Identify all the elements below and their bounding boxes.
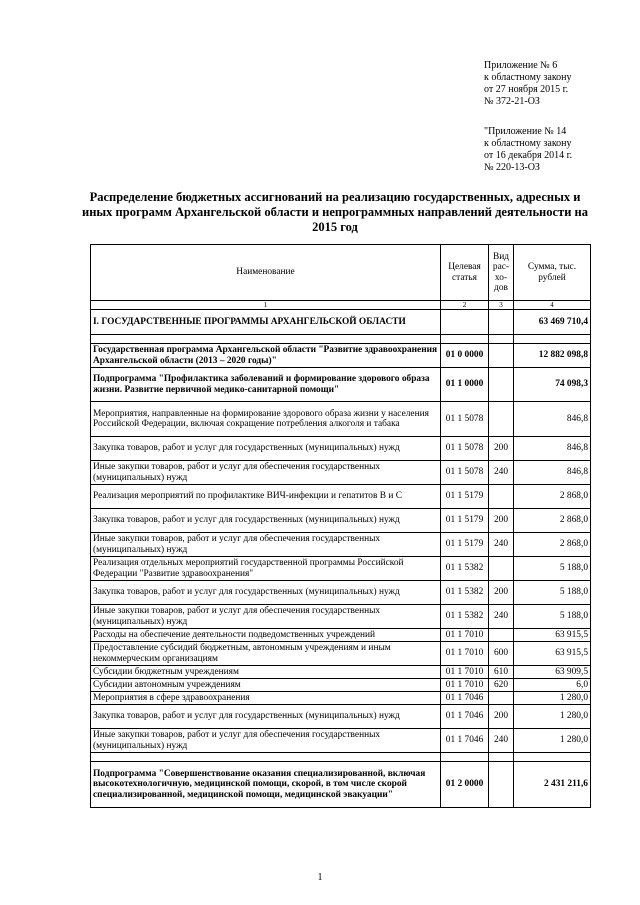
row-amount: 2 868,0 xyxy=(514,509,591,533)
row-amount: 2 868,0 xyxy=(514,485,591,509)
appendix-line: к областному закону xyxy=(484,138,572,149)
row-name: Закупка товаров, работ и услуг для государственных (муниципальных) нужд xyxy=(91,437,441,461)
row-name: Иные закупки товаров, работ и услуг для обеспечения государственных (муниципальных) нужд xyxy=(91,729,441,753)
row-name: Реализация мероприятий по профилактике ВИЧ-инфекции и гепатитов В и С xyxy=(91,485,441,509)
row-name: Закупка товаров, работ и услуг для государственных (муниципальных) нужд xyxy=(91,705,441,729)
appendix-line: № 220-13-ОЗ xyxy=(484,162,540,173)
empty-cell xyxy=(441,335,489,344)
row-target-code: 01 1 7046 xyxy=(441,729,489,753)
row-target-code: 01 1 5078 xyxy=(441,402,489,437)
row-target-code: 01 1 5382 xyxy=(441,581,489,605)
row-name: Закупка товаров, работ и услуг для государственных (муниципальных) нужд xyxy=(91,581,441,605)
row-expense-kind: 200 xyxy=(489,705,514,729)
table-row xyxy=(91,461,591,485)
row-target-code: 01 1 5179 xyxy=(441,485,489,509)
appendix-line: к областному закону xyxy=(484,72,572,83)
table-row xyxy=(91,344,591,368)
table-row xyxy=(91,485,591,509)
row-amount: 5 188,0 xyxy=(514,557,591,581)
table-row xyxy=(91,692,591,705)
row-amount: 74 098,3 xyxy=(514,368,591,402)
table-row xyxy=(91,368,591,402)
row-name: Предоставление субсидий бюджетным, автономным учреждениям и иным некоммерческим организациям xyxy=(91,642,441,666)
row-target-code: 01 1 5179 xyxy=(441,509,489,533)
row-target-code: 01 1 7046 xyxy=(441,692,489,705)
table-header-row xyxy=(91,245,591,301)
row-name: Подпрограмма "Профилактика заболеваний и формирование здорового образа жизни. Развитие первичной медико-санитарной помощи" xyxy=(91,368,441,402)
row-amount: 1 280,0 xyxy=(514,705,591,729)
page-number: 1 xyxy=(317,872,323,883)
table-row xyxy=(91,605,591,629)
table-row xyxy=(91,679,591,692)
row-expense-kind: 240 xyxy=(489,533,514,557)
header-kind: Вид рас-хо-дов xyxy=(489,245,514,301)
row-amount: 63 915,5 xyxy=(514,629,591,642)
table-row xyxy=(91,705,591,729)
row-expense-kind: 240 xyxy=(489,461,514,485)
row-expense-kind: 240 xyxy=(489,605,514,629)
row-target-code: 01 1 7010 xyxy=(441,629,489,642)
appendix-amended xyxy=(484,126,572,174)
row-target-code: 01 1 0000 xyxy=(441,368,489,402)
row-target-code: 01 2 0000 xyxy=(441,762,489,808)
table-row xyxy=(91,509,591,533)
row-target-code: 01 1 5179 xyxy=(441,533,489,557)
header-target: Целевая статья xyxy=(441,245,489,301)
row-amount: 1 280,0 xyxy=(514,729,591,753)
row-amount: 5 188,0 xyxy=(514,605,591,629)
empty-cell xyxy=(514,753,591,762)
document-title: Распределение бюджетных ассигнований на реализацию государственных, адресных и иных программ Архангельской области и непрограммных направлений деятельности на 2015 год xyxy=(82,190,588,234)
row-name: I. ГОСУДАРСТВЕННЫЕ ПРОГРАММЫ АРХАНГЕЛЬСКОЙ ОБЛАСТИ xyxy=(91,310,441,335)
row-name: Мероприятия в сфере здравоохранения xyxy=(91,692,441,705)
appendix-line: "Приложение № 14 xyxy=(484,126,567,137)
row-expense-kind xyxy=(489,692,514,705)
row-expense-kind: 620 xyxy=(489,679,514,692)
column-number: 3 xyxy=(489,301,514,310)
appendix-line: от 16 декабря 2014 г. xyxy=(484,150,573,161)
row-name: Подпрограмма "Совершенствование оказания специализированной, включая высокотехнологичную, медицинской помощи, скорой, в том числе скорой специализированной, медицинской помощи, медицинской эвакуации" xyxy=(91,762,441,808)
row-name: Иные закупки товаров, работ и услуг для обеспечения государственных (муниципальных) нужд xyxy=(91,605,441,629)
row-expense-kind: 200 xyxy=(489,581,514,605)
table-row xyxy=(91,437,591,461)
column-number: 4 xyxy=(514,301,591,310)
table-row xyxy=(91,533,591,557)
row-target-code xyxy=(441,310,489,335)
row-target-code: 01 1 7046 xyxy=(441,705,489,729)
row-amount: 63 909,5 xyxy=(514,666,591,679)
column-number: 1 xyxy=(91,301,441,310)
empty-cell xyxy=(489,753,514,762)
table-row xyxy=(91,629,591,642)
row-amount: 846,8 xyxy=(514,461,591,485)
table-spacer-row xyxy=(91,753,591,762)
header-amount: Сумма, тыс. рублей xyxy=(514,245,591,301)
row-target-code: 01 1 7010 xyxy=(441,679,489,692)
table-row xyxy=(91,310,591,335)
row-amount: 12 882 098,8 xyxy=(514,344,591,368)
empty-cell xyxy=(441,753,489,762)
row-amount: 63 469 710,4 xyxy=(514,310,591,335)
table-row xyxy=(91,402,591,437)
row-expense-kind: 600 xyxy=(489,642,514,666)
row-target-code: 01 1 5078 xyxy=(441,437,489,461)
row-expense-kind xyxy=(489,629,514,642)
row-amount: 1 280,0 xyxy=(514,692,591,705)
table-row xyxy=(91,557,591,581)
row-name: Субсидии автономным учреждениям xyxy=(91,679,441,692)
row-expense-kind xyxy=(489,310,514,335)
row-amount: 2 868,0 xyxy=(514,533,591,557)
row-target-code: 01 0 0000 xyxy=(441,344,489,368)
table-row xyxy=(91,762,591,808)
appendix-current xyxy=(484,60,572,108)
row-amount: 2 431 211,6 xyxy=(514,762,591,808)
empty-cell xyxy=(514,335,591,344)
empty-cell xyxy=(91,753,441,762)
row-target-code: 01 1 7010 xyxy=(441,642,489,666)
row-expense-kind xyxy=(489,402,514,437)
row-expense-kind: 240 xyxy=(489,729,514,753)
row-expense-kind xyxy=(489,344,514,368)
empty-cell xyxy=(489,335,514,344)
row-target-code: 01 1 7010 xyxy=(441,666,489,679)
appendix-line: Приложение № 6 xyxy=(484,60,558,71)
table-row xyxy=(91,642,591,666)
budget-table xyxy=(90,244,591,808)
row-name: Иные закупки товаров, работ и услуг для обеспечения государственных (муниципальных) нужд xyxy=(91,461,441,485)
row-name: Субсидии бюджетным учреждениям xyxy=(91,666,441,679)
column-number-row xyxy=(91,301,591,310)
row-name: Закупка товаров, работ и услуг для государственных (муниципальных) нужд xyxy=(91,509,441,533)
row-expense-kind xyxy=(489,368,514,402)
table-spacer-row xyxy=(91,335,591,344)
row-name: Расходы на обеспечение деятельности подведомственных учреждений xyxy=(91,629,441,642)
row-expense-kind: 610 xyxy=(489,666,514,679)
column-number: 2 xyxy=(441,301,489,310)
row-target-code: 01 1 5382 xyxy=(441,605,489,629)
row-target-code: 01 1 5078 xyxy=(441,461,489,485)
row-expense-kind xyxy=(489,485,514,509)
row-expense-kind xyxy=(489,762,514,808)
row-target-code: 01 1 5382 xyxy=(441,557,489,581)
row-name: Реализация отдельных мероприятий государственной программы Российской Федерации "Развитие здравоохранения" xyxy=(91,557,441,581)
row-expense-kind: 200 xyxy=(489,437,514,461)
row-expense-kind xyxy=(489,557,514,581)
row-amount: 846,8 xyxy=(514,437,591,461)
row-amount: 63 915,5 xyxy=(514,642,591,666)
empty-cell xyxy=(91,335,441,344)
appendix-line: от 27 ноября 2015 г. xyxy=(484,84,569,95)
row-amount: 846,8 xyxy=(514,402,591,437)
header-name: Наименование xyxy=(91,245,441,301)
row-amount: 5 188,0 xyxy=(514,581,591,605)
row-name: Иные закупки товаров, работ и услуг для обеспечения государственных (муниципальных) нужд xyxy=(91,533,441,557)
table-row xyxy=(91,729,591,753)
table-row xyxy=(91,666,591,679)
row-amount: 6,0 xyxy=(514,679,591,692)
appendix-line: № 372-21-ОЗ xyxy=(484,96,540,107)
row-name: Государственная программа Архангельской области "Развитие здравоохранения Архангельской области (2013 – 2020 годы)" xyxy=(91,344,441,368)
row-expense-kind: 200 xyxy=(489,509,514,533)
table-row xyxy=(91,581,591,605)
row-name: Мероприятия, направленные на формирование здорового образа жизни у населения Российской Федерации, включая сокращение потребления алкоголя и табака xyxy=(91,402,441,437)
